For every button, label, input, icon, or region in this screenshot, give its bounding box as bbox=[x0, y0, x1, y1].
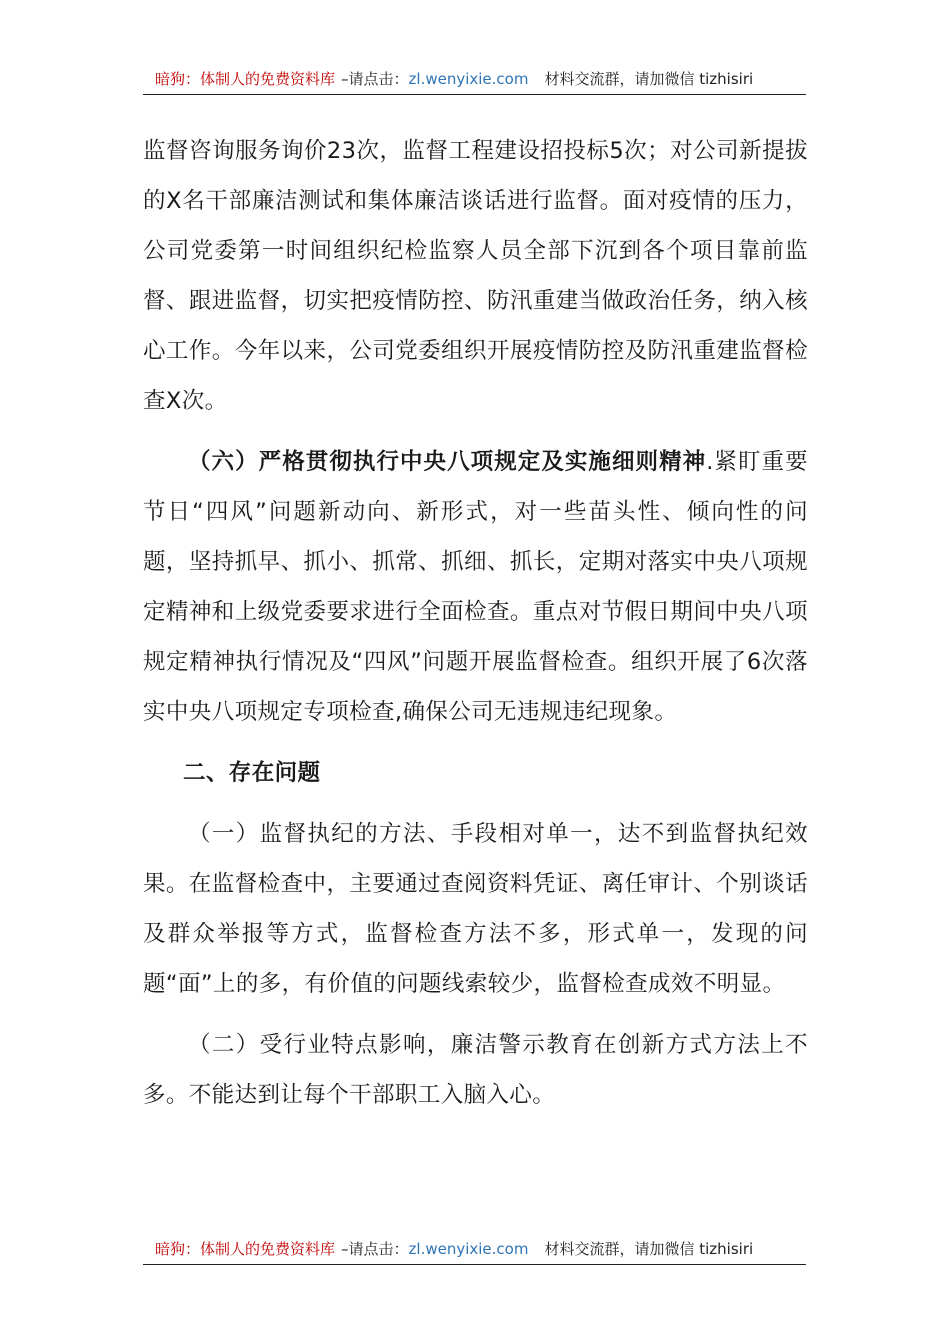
footer-click-label: –请点击： bbox=[341, 1240, 409, 1258]
paragraph-3: （一）监督执纪的方法、手段相对单一，达不到监督执纪效果。在监督检查中，主要通过查阅资料凭证、离任审计、个别谈话及群众举报等方式，监督检查方法不多，形式单一，发现的问题“面”上的多，有价值的问题线索较少，监督检查成效不明显。 bbox=[143, 821, 808, 997]
paragraph-2-heading: （六）严格贯彻执行中央八项规定及实施细则精神 bbox=[188, 449, 707, 475]
paragraph-4: （二）受行业特点影响，廉洁警示教育在创新方式方法上不多。不能达到让每个干部职工入脑入心。 bbox=[143, 1032, 808, 1108]
paragraph-2-text: .紧盯重要节日“四风”问题新动向、新形式，对一些苗头性、倾向性的问题，坚持抓早、抓小、抓常、抓细、抓长，定期对落实中央八项规定精神和上级党委要求进行全面检查。重点对节假日期间中央八项规定精神执行情况及“四风”问题开展监督检查。组织开展了6次落实中央八项规定专项检查,确保公司无违规违纪现象。 bbox=[143, 449, 808, 725]
document-body bbox=[143, 126, 808, 1120]
footer-site-label: 暗狗：体制人的免费资料库 bbox=[155, 1240, 336, 1258]
header-site-label: 暗狗：体制人的免费资料库 bbox=[155, 70, 336, 88]
header-url-link[interactable]: zl.wenyixie.com bbox=[408, 70, 529, 88]
header-click-label: –请点击： bbox=[341, 70, 409, 88]
page-footer bbox=[143, 1238, 806, 1265]
paragraph-1: 监督咨询服务询价23次，监督工程建设招投标5次；对公司新提拔的X名干部廉洁测试和集体廉洁谈话进行监督。面对疫情的压力，公司党委第一时间组织纪检监察人员全部下沉到各个项目靠前监督、跟进监督，切实把疫情防控、防汛重建当做政治任务，纳入核心工作。今年以来，公司党委组织开展疫情防控及防汛重建监督检查X次。 bbox=[143, 138, 808, 414]
paragraph-2 bbox=[143, 437, 808, 737]
header-group-label: 材料交流群，请加微信 tizhisiri bbox=[544, 70, 754, 88]
page-header bbox=[143, 68, 806, 95]
footer-url-link[interactable]: zl.wenyixie.com bbox=[408, 1240, 529, 1258]
footer-group-label: 材料交流群，请加微信 tizhisiri bbox=[544, 1240, 754, 1258]
section-heading: 二、存在问题 bbox=[183, 760, 321, 786]
